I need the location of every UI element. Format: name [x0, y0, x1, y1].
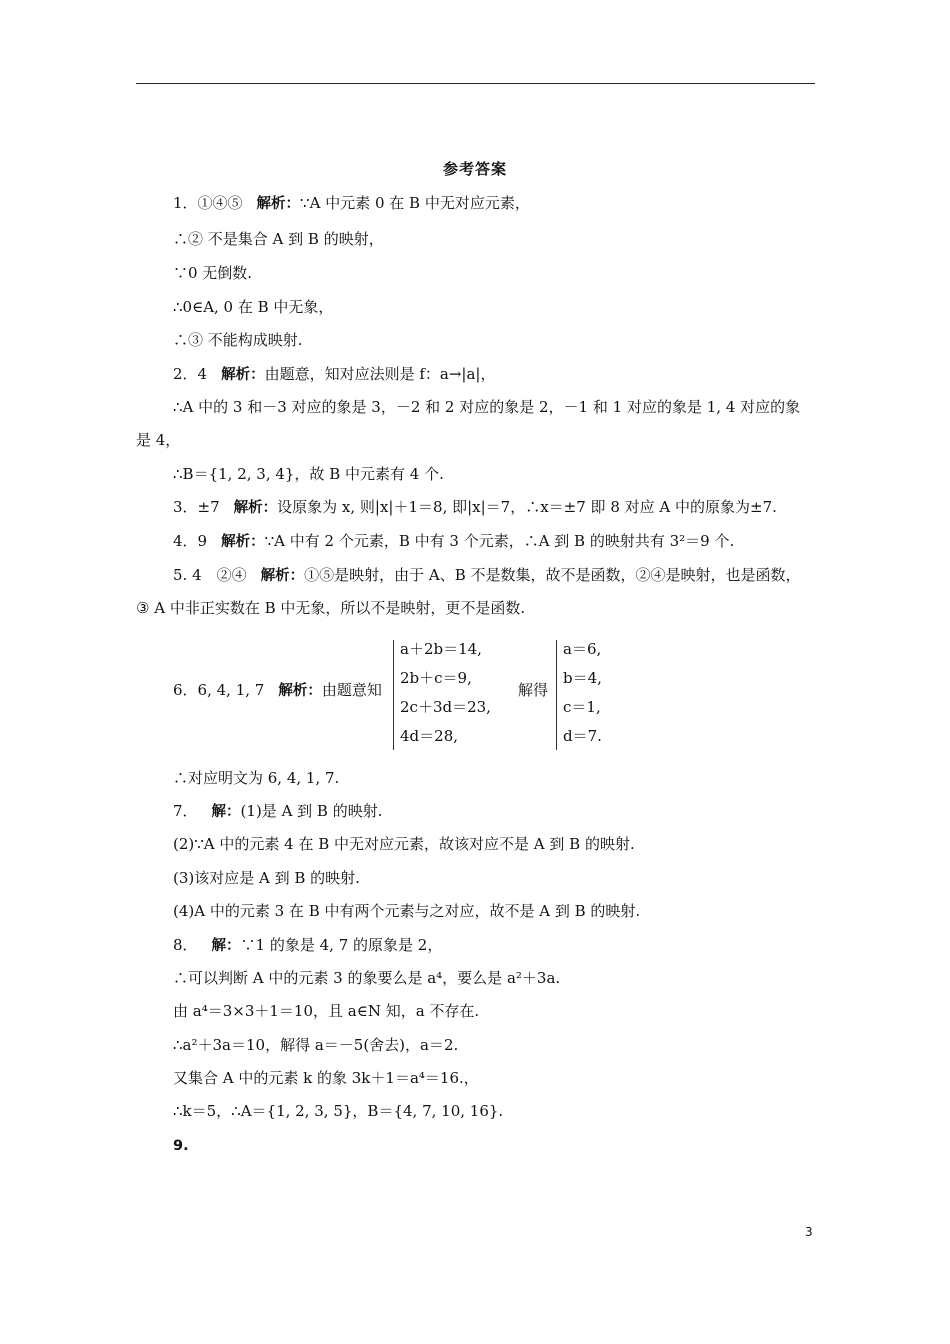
line-text: ∴A 中的 3 和－3 对应的象是 3，－2 和 2 对应的象是 2，－1 和 1 对应的象是 1, 4 对应的象 [173, 398, 801, 416]
answer-line [173, 497, 777, 518]
line-text: (4)A 中的元素 3 在 B 中有两个元素与之对应，故不是 A 到 B 的映射. [173, 902, 641, 920]
line-text: 6．6, 4, 1, 7 [173, 681, 265, 699]
line-text: 8． [173, 936, 198, 954]
label-bold: 解： [211, 804, 241, 820]
line-text: 3．±7 [173, 498, 220, 516]
answer-line [136, 430, 180, 450]
line-text: ③ A 中非正实数在 B 中无象，所以不是映射，更不是函数. [136, 599, 526, 617]
answer-line [173, 834, 635, 854]
equation-row: a＋2b＝14, [400, 640, 482, 658]
solution-row: b＝4, [563, 669, 602, 687]
line-text: 7． [173, 802, 198, 820]
answer-line [173, 768, 339, 788]
line-text: ∴对应明文为 6, 4, 1, 7. [173, 769, 340, 787]
answer-line [173, 901, 640, 921]
line-text: 5. 4 ②④ [173, 566, 247, 584]
label-bold: 解析： [260, 568, 305, 584]
answer-line [173, 1001, 479, 1021]
solution-row: d＝7. [563, 727, 602, 745]
label-bold: 解： [211, 938, 241, 954]
label-bold: 解析： [256, 196, 301, 212]
answer-line [173, 297, 333, 317]
line-text: 2．4 [173, 365, 208, 383]
answer-line [173, 397, 800, 417]
solve-label: 解得 [518, 681, 549, 699]
system-brace-left [393, 640, 400, 750]
label-bold: 解析： [278, 683, 322, 699]
line-text: 4．9 [173, 532, 208, 550]
answer-line [173, 531, 734, 552]
answer-line [136, 598, 525, 618]
solution-system [563, 635, 602, 751]
page-number: 3 [805, 1225, 813, 1239]
line-text: ∴可以判断 A 中的元素 3 的象要么是 a⁴，要么是 a²＋3a. [173, 969, 561, 987]
page-title: 参考答案 [442, 160, 507, 178]
label-bold: 解析： [221, 367, 265, 383]
solution-row: a＝6, [563, 640, 602, 658]
line-text: (2)∵A 中的元素 4 在 B 中无对应元素，故该对应不是 A 到 B 的映射. [173, 835, 635, 853]
equation-row: 2c＋3d＝23, [400, 698, 491, 716]
line-text: ∴B＝{1, 2, 3, 4}，故 B 中元素有 4 个. [173, 465, 444, 483]
solution-row: c＝1, [563, 698, 601, 716]
header-rule [136, 83, 815, 84]
line-rest: ∵A 中元素 0 在 B 中无对应元素， [300, 194, 530, 212]
line-rest: 由题意，知对应法则是 f：a→|a|， [264, 365, 496, 383]
equation-row: 4d＝28, [400, 727, 459, 745]
line-text: 1．①④⑤ [173, 194, 243, 212]
line-rest: (1)是 A 到 B 的映射. [240, 802, 383, 820]
line-text: 又集合 A 中的元素 k 的象 3k＋1＝a⁴＝16.， [173, 1069, 479, 1087]
line-rest: ∵A 中有 2 个元素，B 中有 3 个元素，∴A 到 B 的映射共有 3²＝9 个. [264, 532, 735, 550]
line-rest: 设原象为 x, 则|x|＋1＝8, 即|x|＝7，∴x＝±7 即 8 对应 A 中的原象为±7. [277, 498, 777, 516]
answer-line [173, 968, 560, 988]
line-text: 由 a⁴＝3×3＋1＝10，且 a∈N 知，a 不存在. [173, 1002, 480, 1020]
answer-line [173, 1068, 479, 1088]
line-rest: ∵1 的象是 4, 7 的原象是 2， [240, 936, 443, 954]
answer-line [173, 330, 303, 350]
answer-line [173, 193, 530, 214]
answer-line [173, 801, 383, 822]
label-bold: 解析： [233, 500, 278, 516]
answer-line [173, 229, 384, 249]
equation-row: 2b＋c＝9, [400, 669, 472, 687]
line-text: ∴a²＋3a＝10，解得 a＝－5(舍去)，a＝2. [173, 1036, 459, 1054]
line-text: ∴② 不是集合 A 到 B 的映射， [173, 230, 384, 248]
answer-line [173, 935, 442, 956]
answer-line [173, 1135, 189, 1156]
answer-line [173, 868, 360, 888]
line-text: ∴0∈A, 0 在 B 中无象， [173, 298, 334, 316]
line-text: 是 4， [136, 431, 181, 449]
answer-line [173, 1035, 458, 1055]
solution-brace [556, 640, 563, 750]
equation-system [400, 635, 491, 751]
line-text: ∵0 无倒数. [173, 264, 253, 282]
answer-line [173, 1101, 503, 1121]
line-text: ∴③ 不能构成映射. [173, 331, 303, 349]
line-rest: ①⑤是映射，由于 A、B 不是数集，故不是函数，②④是映射，也是函数， [304, 566, 801, 584]
line-text: ∴k＝5，∴A＝{1, 2, 3, 5}，B＝{4, 7, 10, 16}. [173, 1102, 504, 1120]
label-bold: 解析： [221, 534, 265, 550]
line-rest: 由题意知 [321, 681, 382, 699]
answer-line [173, 464, 444, 484]
line-text: (3)该对应是 A 到 B 的映射. [173, 869, 360, 887]
label-bold: 9. [173, 1138, 189, 1154]
answer-line [173, 565, 801, 586]
answer-line [173, 680, 382, 701]
answer-line [173, 364, 495, 385]
answer-line [173, 263, 252, 283]
